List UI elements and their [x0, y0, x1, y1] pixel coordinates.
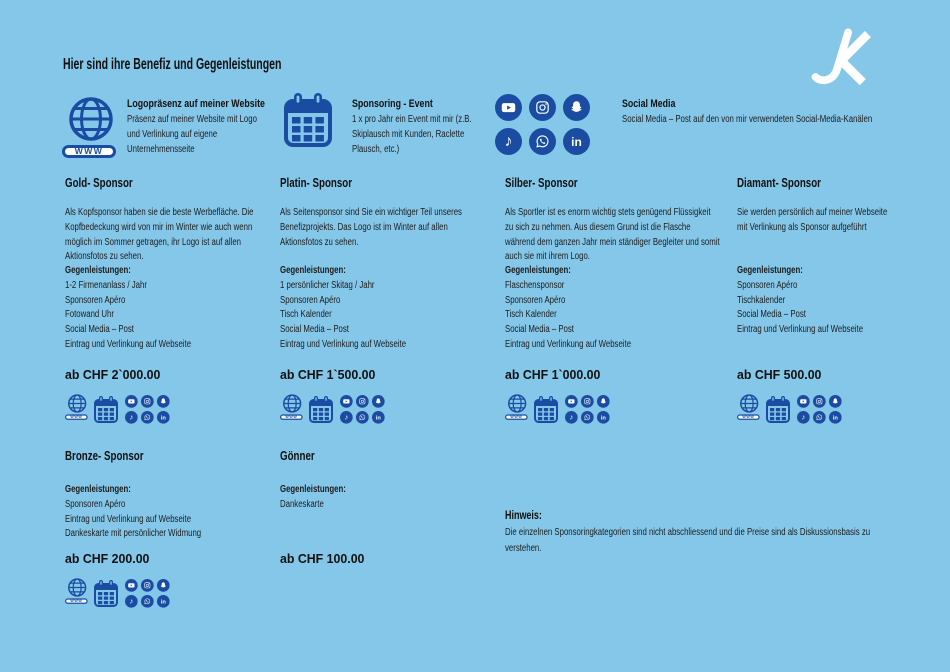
text-line: Sie werden persönlich auf meiner Webseite	[737, 207, 888, 218]
text-line: während dem ganzen Jahr mein ständiger Begleiter und somit	[505, 236, 720, 248]
benefits-list	[280, 279, 406, 353]
social-icons-grid	[340, 395, 385, 424]
benefit-social-title: Social Media	[622, 98, 676, 110]
benefits-label: Gegenleistungen:	[505, 265, 571, 276]
text-line: möglich im Sommer getragen, ihr Logo ist auf allen	[65, 236, 242, 248]
tier-platin-price: ab CHF 1`500.00	[280, 367, 376, 382]
mini-calendar-icon	[309, 395, 333, 423]
tiktok-icon: ♪	[125, 411, 138, 424]
text-line: Aktionsfotos zu sehen.	[65, 251, 144, 263]
globe-www-icon	[65, 577, 89, 606]
snapchat-icon	[597, 395, 610, 408]
mini-calendar-icon	[94, 395, 118, 423]
note-hinweis	[505, 508, 950, 556]
mini-globe-www-icon	[65, 393, 89, 422]
tier-platin-title: Platin- Sponsor	[280, 176, 353, 190]
tier-gold-price: ab CHF 2`000.00	[65, 367, 161, 382]
mini-social-icons	[125, 395, 170, 424]
whatsapp-icon	[141, 411, 154, 424]
www-badge: WWW	[62, 145, 116, 158]
benefit-event	[352, 97, 472, 157]
tier-goenner-title: Gönner	[280, 449, 315, 463]
benefits-list	[280, 498, 346, 513]
tier-gold-description	[65, 206, 253, 265]
text-line: verstehen.	[505, 542, 542, 554]
tier-bronze-channel-icons	[65, 577, 177, 609]
mini-calendar-icon	[94, 579, 118, 607]
calendar-icon	[284, 91, 332, 147]
text-line: Als Kopfsponsor haben sie die beste Werbefläche. Die	[65, 207, 254, 218]
text-line: Dankeskarte mit persönlicher Widmung	[65, 528, 202, 540]
tier-silber-price: ab CHF 1`000.00	[505, 367, 601, 382]
youtube-icon	[797, 395, 810, 408]
benefit-social	[622, 97, 872, 127]
jk-logo	[798, 22, 888, 108]
tier-bronze	[65, 449, 300, 649]
snapchat-icon	[372, 395, 385, 408]
tier-silber-benefits	[505, 264, 631, 353]
tier-diamant-price: ab CHF 500.00	[737, 367, 822, 382]
benefit-event-icon	[284, 91, 332, 147]
whatsapp-icon	[356, 411, 369, 424]
tier-platin	[280, 176, 515, 436]
text-line: Plausch, etc.)	[352, 144, 400, 155]
tier-platin-benefits	[280, 264, 406, 353]
mini-globe-www-icon	[65, 577, 89, 606]
youtube-icon	[495, 94, 522, 121]
tier-bronze-title: Bronze- Sponsor	[65, 449, 144, 463]
tier-goenner-benefits	[280, 483, 346, 513]
tier-silber-channel-icons	[505, 393, 617, 425]
globe-www-icon	[280, 393, 304, 422]
globe-www-icon	[737, 393, 761, 422]
text-line: zu sich zu nehmen. Aus diesem Grund ist die Flasche	[505, 221, 691, 233]
calendar-icon	[94, 579, 118, 607]
linkedin-icon: in	[563, 128, 590, 155]
text-line: auch sie mit ihrem Logo.	[505, 251, 590, 263]
text-line: mit Verlinkung als Sponsor aufgeführt	[737, 221, 867, 233]
text-line: Sponsoren Apéro	[280, 294, 341, 306]
text-line: 1-2 Firmenanlass / Jahr	[65, 279, 147, 291]
tier-silber	[505, 176, 740, 436]
benefits-label: Gegenleistungen:	[280, 265, 346, 276]
tier-silber-description	[505, 206, 720, 265]
text-line: Social Media – Post	[65, 324, 134, 336]
text-line: Social Media – Post	[280, 324, 349, 336]
benefits-list	[65, 279, 191, 353]
text-line: Präsenz auf meiner Website mit Logo	[127, 114, 257, 125]
www-badge: WWW	[505, 414, 528, 419]
benefit-website-icon	[62, 94, 120, 164]
www-badge: WWW	[280, 414, 303, 419]
linkedin-icon: in	[157, 595, 170, 608]
calendar-icon	[309, 395, 333, 423]
globe-www-icon	[505, 393, 529, 422]
tier-gold	[65, 176, 300, 436]
tier-diamant-channel-icons	[737, 393, 849, 425]
text-line: 1 persönlicher Skitag / Jahr	[280, 279, 375, 291]
whatsapp-icon	[529, 128, 556, 155]
tier-gold-channel-icons	[65, 393, 177, 425]
text-line: Tischkalender	[737, 294, 786, 306]
tier-silber-title: Silber- Sponsor	[505, 176, 578, 190]
youtube-icon	[340, 395, 353, 408]
tier-bronze-benefits	[65, 483, 201, 542]
text-line: Tisch Kalender	[505, 309, 557, 321]
text-line: 1 x pro Jahr ein Event mit mir (z.B.	[352, 114, 472, 125]
text-line: Als Sportler ist es enorm wichtig stets genügend Flüssigkeit	[505, 207, 711, 218]
text-line: Eintrag und Verlinkung auf Webseite	[280, 338, 407, 350]
benefits-label: Gegenleistungen:	[65, 484, 131, 495]
www-badge: WWW	[737, 414, 760, 419]
text-line: Social Media – Post auf den von mir verwendeten Social-Media-Kanälen	[622, 114, 873, 125]
whatsapp-icon	[581, 411, 594, 424]
benefits-label: Gegenleistungen:	[737, 265, 803, 276]
tiktok-icon: ♪	[565, 411, 578, 424]
instagram-icon	[581, 395, 594, 408]
benefits-list	[65, 498, 201, 542]
text-line: Aktionsfotos zu sehen.	[280, 236, 359, 248]
text-line: Eintrag und Verlinkung auf Webseite	[505, 338, 632, 350]
tier-goenner	[280, 449, 515, 649]
mini-calendar-icon	[766, 395, 790, 423]
mini-social-icons	[340, 395, 385, 424]
mini-social-icons	[565, 395, 610, 424]
tier-diamant-description	[737, 206, 887, 236]
mini-globe-www-icon	[505, 393, 529, 422]
mini-social-icons	[797, 395, 842, 424]
tier-gold-title: Gold- Sponsor	[65, 176, 133, 190]
text-line: Eintrag und Verlinkung auf Webseite	[737, 324, 864, 336]
note-title: Hinweis:	[505, 510, 542, 522]
tiktok-icon: ♪	[495, 128, 522, 155]
tier-diamant-benefits	[737, 264, 863, 338]
linkedin-icon: in	[597, 411, 610, 424]
calendar-icon	[534, 395, 558, 423]
snapchat-icon	[829, 395, 842, 408]
benefits-label: Gegenleistungen:	[280, 484, 346, 495]
www-badge: WWW	[65, 598, 88, 603]
jk-logo-mark	[798, 22, 888, 108]
social-icons-grid	[797, 395, 842, 424]
snapchat-icon	[157, 395, 170, 408]
text-line: Flaschensponsor	[505, 279, 565, 291]
tier-diamant	[737, 176, 950, 436]
mini-globe-www-icon	[737, 393, 761, 422]
www-badge: WWW	[65, 414, 88, 419]
instagram-icon	[813, 395, 826, 408]
text-line: Fotowand Uhr	[65, 309, 114, 321]
benefit-social-icons	[495, 94, 590, 155]
whatsapp-icon	[813, 411, 826, 424]
globe-www-icon	[62, 94, 120, 164]
tiktok-icon: ♪	[797, 411, 810, 424]
instagram-icon	[356, 395, 369, 408]
tier-platin-description	[280, 206, 462, 250]
benefit-social-text	[622, 112, 872, 127]
benefits-label: Gegenleistungen:	[65, 265, 131, 276]
instagram-icon	[141, 579, 154, 592]
calendar-icon	[94, 395, 118, 423]
text-line: und Verlinkung auf eigene	[127, 129, 218, 140]
benefit-website-text	[127, 112, 265, 157]
text-line: Social Media – Post	[737, 309, 806, 321]
linkedin-icon: in	[157, 411, 170, 424]
text-line: Unternehmensseite	[127, 144, 195, 155]
tier-platin-channel-icons	[280, 393, 392, 425]
text-line: Als Seitensponsor sind Sie ein wichtiger Teil unseres	[280, 207, 462, 218]
page-title: Hier sind ihre Benefiz und Gegenleistungen	[63, 56, 282, 73]
benefits-list	[737, 279, 863, 338]
youtube-icon	[125, 395, 138, 408]
text-line: Sponsoren Apéro	[737, 279, 798, 291]
tiktok-icon: ♪	[125, 595, 138, 608]
snapchat-icon	[157, 579, 170, 592]
text-line: Die einzelnen Sponsoringkategorien sind nicht abschliessend und die Preise sind als Diskussionsbasis zu	[505, 527, 871, 538]
text-line: Benefizprojekts. Das Logo ist im Winter auf allen	[280, 221, 448, 233]
benefit-website-title: Logopräsenz auf meiner Website	[127, 98, 265, 110]
text-line: Social Media – Post	[505, 324, 574, 336]
text-line: Skiplausch mit Kunden, Raclette	[352, 129, 465, 140]
text-line: Kopfbedeckung wird von mir im Winter wie auch wenn	[65, 221, 253, 233]
mini-globe-www-icon	[280, 393, 304, 422]
tiktok-icon: ♪	[340, 411, 353, 424]
social-icons-grid	[125, 395, 170, 424]
social-icons-grid	[565, 395, 610, 424]
youtube-icon	[565, 395, 578, 408]
text-line: Sponsoren Apéro	[505, 294, 566, 306]
benefit-website	[127, 97, 265, 157]
youtube-icon	[125, 579, 138, 592]
tier-bronze-price: ab CHF 200.00	[65, 551, 150, 566]
mini-social-icons	[125, 579, 170, 608]
mini-calendar-icon	[534, 395, 558, 423]
benefits-list	[505, 279, 631, 353]
tier-goenner-price: ab CHF 100.00	[280, 551, 365, 566]
instagram-icon	[529, 94, 556, 121]
tier-diamant-title: Diamant- Sponsor	[737, 176, 821, 190]
benefit-event-title: Sponsoring - Event	[352, 98, 433, 110]
calendar-icon	[766, 395, 790, 423]
globe-www-icon	[65, 393, 89, 422]
snapchat-icon	[563, 94, 590, 121]
tier-gold-benefits	[65, 264, 191, 353]
linkedin-icon: in	[372, 411, 385, 424]
text-line: Tisch Kalender	[280, 309, 332, 321]
social-icons-grid	[495, 94, 590, 155]
note-text	[505, 525, 870, 556]
text-line: Eintrag und Verlinkung auf Webseite	[65, 513, 192, 525]
linkedin-icon: in	[829, 411, 842, 424]
social-icons-grid	[125, 579, 170, 608]
text-line: Dankeskarte	[280, 498, 324, 510]
text-line: Sponsoren Apéro	[65, 294, 126, 306]
benefit-event-text	[352, 112, 472, 157]
text-line: Eintrag und Verlinkung auf Webseite	[65, 338, 192, 350]
instagram-icon	[141, 395, 154, 408]
whatsapp-icon	[141, 595, 154, 608]
text-line: Sponsoren Apéro	[65, 498, 126, 510]
